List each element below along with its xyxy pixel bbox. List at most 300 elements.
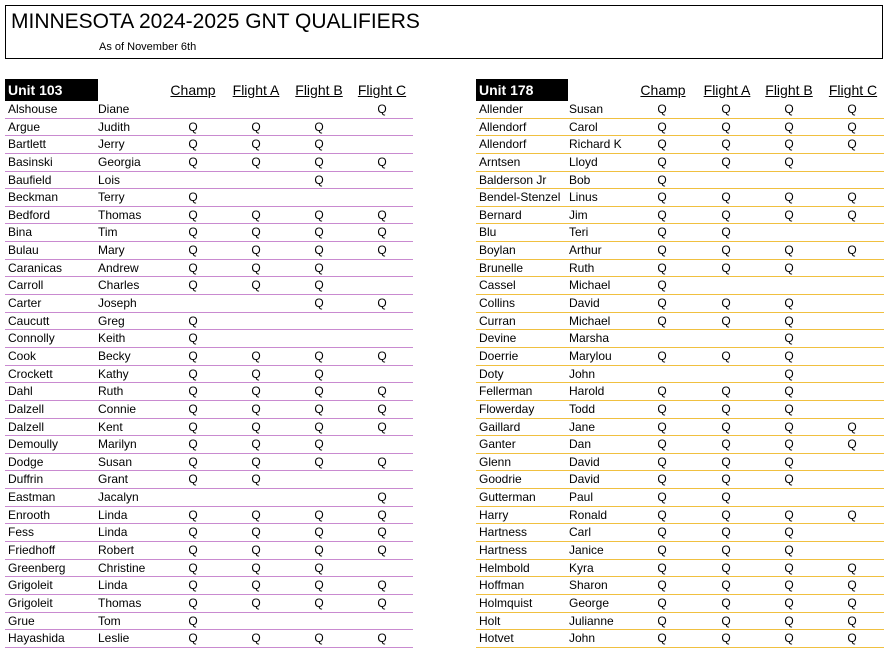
table-row [476,295,884,313]
flight-b-mark: Q [314,225,324,240]
champ-mark: Q [188,384,198,399]
last-name: Bina [8,225,33,240]
table-row [5,560,413,578]
table-row [476,595,884,613]
flight-c-mark: Q [377,578,387,593]
flight-b-mark: Q [784,507,794,522]
first-name: Lloyd [569,154,598,169]
flight-b-mark: Q [314,243,324,258]
flight-a-mark: Q [251,243,261,258]
table-row [5,101,413,119]
flight-b-mark: Q [784,454,794,469]
flight-a-mark: Q [721,384,731,399]
flight-c-mark: Q [847,613,857,628]
first-name: George [569,595,610,610]
first-name: Ruth [98,384,124,399]
flight-a-mark: Q [721,225,731,240]
last-name: Basinski [8,154,53,169]
first-name: Grant [98,472,129,487]
first-name: Teri [569,225,589,240]
flight-c-mark: Q [377,207,387,222]
table-row [476,172,884,190]
table-row [5,366,413,384]
first-name: David [569,454,600,469]
first-name: Greg [98,313,125,328]
flight-a-mark: Q [721,102,731,116]
flight-a-mark: Q [721,525,731,540]
flight-b-mark: Q [314,172,324,187]
flight-a-mark: Q [721,578,731,593]
table-row [476,154,884,172]
flight-c-mark: Q [377,154,387,169]
champ-mark: Q [188,119,198,134]
title-box [5,5,883,59]
unit-rows [476,101,884,648]
last-name: Fellerman [479,384,533,399]
first-name: Thomas [98,595,142,610]
flight-a-mark: Q [251,525,261,540]
table-row [476,119,884,137]
flight-a-mark: Q [721,472,731,487]
flight-b-mark: Q [784,437,794,452]
flight-c-mark: Q [847,102,857,116]
flight-c-mark: Q [377,507,387,522]
first-name: Susan [569,102,604,116]
flight-a-mark: Q [251,348,261,363]
flight-b-mark: Q [314,419,324,434]
table-row [5,136,413,154]
last-name: Arntsen [479,154,521,169]
first-name: Tom [98,613,121,628]
first-name: Marsha [569,331,610,346]
champ-mark: Q [657,243,667,258]
flight-c-mark: Q [847,578,857,593]
flight-b-mark: Q [784,631,794,646]
flight-b-mark: Q [784,119,794,134]
flight-b-mark: Q [314,348,324,363]
flight-a-mark: Q [721,296,731,311]
flight-a-mark: Q [251,578,261,593]
flight-b-mark: Q [784,525,794,540]
last-name: Dahl [8,384,33,399]
flight-c-mark: Q [377,525,387,540]
flight-b-mark: Q [314,507,324,522]
unit-103-table [5,79,413,648]
champ-mark: Q [188,243,198,258]
first-name: Kyra [569,560,594,575]
table-row [5,595,413,613]
table-row [476,454,884,472]
flight-c-mark: Q [377,225,387,240]
flight-b-mark: Q [784,260,794,275]
flight-c-mark: Q [847,507,857,522]
flight-b-mark: Q [784,543,794,558]
champ-mark: Q [657,102,667,116]
table-row [5,224,413,242]
champ-mark: Q [188,260,198,275]
flight-b-mark: Q [314,543,324,558]
champ-mark: Q [657,507,667,522]
flight-b-mark: Q [314,454,324,469]
flight-c-mark: Q [847,119,857,134]
champ-mark: Q [188,225,198,240]
table-row [5,454,413,472]
flight-a-mark: Q [721,119,731,134]
first-name: David [569,472,600,487]
flight-a-mark: Q [251,225,261,240]
table-row [476,542,884,560]
flight-b-mark: Q [314,154,324,169]
table-row [476,524,884,542]
champ-mark: Q [657,137,667,152]
table-row [476,366,884,384]
last-name: Greenberg [8,560,66,575]
table-row [476,277,884,295]
table-row [5,242,413,260]
flight-b-mark: Q [784,348,794,363]
table-row [5,277,413,295]
first-name: Michael [569,278,611,293]
unit-178-table [476,79,884,648]
flight-c-mark: Q [377,384,387,399]
col-header-flight-b: Flight B [765,82,813,98]
table-row [476,207,884,225]
flight-a-mark: Q [721,490,731,505]
first-name: Ruth [569,260,595,275]
last-name: Hotvet [479,631,514,646]
champ-mark: Q [188,401,198,416]
flight-b-mark: Q [784,366,794,381]
champ-mark: Q [188,207,198,222]
first-name: Diane [98,102,130,116]
flight-c-mark: Q [377,401,387,416]
first-name: Thomas [98,207,142,222]
last-name: Dalzell [8,419,45,434]
last-name: Hayashida [8,631,65,646]
last-name: Hoffman [479,578,525,593]
last-name: Bernard [479,207,522,222]
first-name: Bob [569,172,591,187]
flight-b-mark: Q [784,560,794,575]
table-row [476,436,884,454]
first-name: Lois [98,172,121,187]
last-name: Collins [479,296,516,311]
champ-mark: Q [657,490,667,505]
flight-a-mark: Q [721,401,731,416]
flight-b-mark: Q [314,119,324,134]
flight-b-mark: Q [314,384,324,399]
first-name: Carl [569,525,592,540]
champ-mark: Q [657,437,667,452]
flight-c-mark: Q [847,631,857,646]
flight-b-mark: Q [314,437,324,452]
last-name: Doerrie [479,348,519,363]
table-row [5,313,413,331]
flight-a-mark: Q [251,437,261,452]
champ-mark: Q [657,225,667,240]
col-header-flight-c: Flight C [828,82,878,98]
first-name: Paul [569,490,594,505]
champ-mark: Q [657,543,667,558]
last-name: Cook [8,348,37,363]
flight-b-mark: Q [314,137,324,152]
champ-mark: Q [657,525,667,540]
page-subtitle: As of November 6th [99,41,197,53]
flight-b-mark: Q [784,613,794,628]
champ-mark: Q [188,137,198,152]
table-row [5,471,413,489]
champ-mark: Q [657,172,667,187]
last-name: Caranicas [8,260,63,275]
table-row [476,560,884,578]
first-name: Mary [98,243,125,258]
flight-b-mark: Q [784,419,794,434]
flight-a-mark: Q [721,207,731,222]
champ-mark: Q [657,613,667,628]
unit-header-row [5,79,413,101]
first-name: Connie [98,401,137,416]
table-row [476,136,884,154]
flight-b-mark: Q [784,102,794,116]
flight-b-mark: Q [314,631,324,646]
last-name: Crockett [8,366,53,381]
first-name: Carol [569,119,598,134]
table-row [5,630,413,648]
flight-b-mark: Q [784,207,794,222]
table-row [476,507,884,525]
last-name: Connolly [8,331,55,346]
last-name: Allendorf [479,119,527,134]
flight-a-mark: Q [721,560,731,575]
champ-mark: Q [657,207,667,222]
last-name: Grue [8,613,35,628]
last-name: Ganter [479,437,516,452]
table-row [5,507,413,525]
flight-b-mark: Q [314,278,324,293]
last-name: Grigoleit [8,595,53,610]
flight-a-mark: Q [721,313,731,328]
first-name: Linda [98,507,128,522]
flight-b-mark: Q [314,401,324,416]
table-row [476,613,884,631]
champ-mark: Q [188,631,198,646]
last-name: Fess [8,525,35,540]
first-name: Janice [569,543,604,558]
flight-c-mark: Q [377,595,387,610]
champ-mark: Q [188,348,198,363]
flight-c-mark: Q [847,437,857,452]
flight-a-mark: Q [721,243,731,258]
flight-a-mark: Q [251,384,261,399]
table-row [5,419,413,437]
col-header-flight-a: Flight A [703,82,751,98]
first-name: Linda [98,525,128,540]
last-name: Grigoleit [8,578,53,593]
last-name: Bendel-Stenzel [479,190,561,205]
table-row [5,542,413,560]
flight-b-mark: Q [784,384,794,399]
first-name: Kathy [98,366,129,381]
table-row [5,119,413,137]
flight-a-mark: Q [721,507,731,522]
first-name: Andrew [98,260,139,275]
first-name: Jacalyn [98,490,139,505]
flight-a-mark: Q [721,613,731,628]
champ-mark: Q [657,260,667,275]
last-name: Bartlett [8,137,47,152]
flight-a-mark: Q [251,137,261,152]
champ-mark: Q [657,154,667,169]
champ-mark: Q [188,560,198,575]
last-name: Bulau [8,243,39,258]
champ-mark: Q [188,595,198,610]
table-row [5,154,413,172]
last-name: Boylan [479,243,516,258]
last-name: Gaillard [479,419,521,434]
flight-b-mark: Q [784,296,794,311]
flight-a-mark: Q [251,472,261,487]
champ-mark: Q [657,419,667,434]
last-name: Curran [479,313,516,328]
flight-b-mark: Q [784,137,794,152]
flight-c-mark: Q [847,207,857,222]
table-row [5,189,413,207]
champ-mark: Q [657,454,667,469]
last-name: Beckman [8,190,59,205]
table-row [476,224,884,242]
flight-b-mark: Q [784,472,794,487]
flight-a-mark: Q [721,631,731,646]
champ-mark: Q [657,278,667,293]
flight-b-mark: Q [314,560,324,575]
col-header-flight-c: Flight C [357,82,407,98]
last-name: Devine [479,331,517,346]
flight-a-mark: Q [251,278,261,293]
flight-a-mark: Q [721,137,731,152]
flight-c-mark: Q [377,631,387,646]
flight-b-mark: Q [784,190,794,205]
champ-mark: Q [188,613,198,628]
first-name: Jim [569,207,588,222]
col-header-champ: Champ [640,82,686,98]
flight-b-mark: Q [784,595,794,610]
first-name: Ronald [569,507,608,522]
flight-b-mark: Q [314,525,324,540]
last-name: Cassel [479,278,516,293]
champ-mark: Q [188,366,198,381]
champ-mark: Q [188,525,198,540]
table-row [5,295,413,313]
last-name: Doty [479,366,504,381]
last-name: Dodge [8,454,44,469]
flight-a-mark: Q [251,260,261,275]
table-row [5,383,413,401]
champ-mark: Q [188,472,198,487]
first-name: Michael [569,313,611,328]
champ-mark: Q [657,578,667,593]
unit-label: Unit 178 [476,79,568,101]
flight-a-mark: Q [721,260,731,275]
flight-c-mark: Q [847,560,857,575]
table-row [476,348,884,366]
table-row [476,630,884,648]
champ-mark: Q [188,331,198,346]
champ-mark: Q [657,190,667,205]
flight-a-mark: Q [721,154,731,169]
last-name: Alshouse [8,102,58,116]
first-name: Todd [569,401,596,416]
table-row [5,172,413,190]
col-header-champ: Champ [170,82,216,98]
table-row [476,330,884,348]
first-name: Georgia [98,154,141,169]
last-name: Eastman [8,490,56,505]
last-name: Allendorf [479,137,527,152]
table-row [476,101,884,119]
flight-b-mark: Q [784,243,794,258]
first-name: Kent [98,419,123,434]
champ-mark: Q [657,472,667,487]
flight-a-mark: Q [721,190,731,205]
table-row [5,401,413,419]
first-name: Becky [98,348,131,363]
table-row [476,383,884,401]
champ-mark: Q [657,313,667,328]
flight-c-mark: Q [847,595,857,610]
flight-a-mark: Q [251,419,261,434]
first-name: Marylou [569,348,612,363]
last-name: Enrooth [8,507,51,522]
last-name: Gutterman [479,490,536,505]
table-row [476,419,884,437]
flight-a-mark: Q [721,419,731,434]
champ-mark: Q [188,454,198,469]
flight-c-mark: Q [377,419,387,434]
first-name: Susan [98,454,133,469]
champ-mark: Q [657,401,667,416]
table-row [5,613,413,631]
first-name: Keith [98,331,126,346]
champ-mark: Q [188,578,198,593]
first-name: John [569,631,596,646]
col-header-flight-b: Flight B [295,82,343,98]
first-name: John [569,366,596,381]
first-name: Terry [98,190,125,205]
last-name: Demoully [8,437,59,452]
last-name: Glenn [479,454,512,469]
flight-b-mark: Q [784,401,794,416]
last-name: Helmbold [479,560,530,575]
flight-c-mark: Q [847,190,857,205]
flight-c-mark: Q [377,348,387,363]
table-row [476,471,884,489]
first-name: Julianne [569,613,614,628]
flight-b-mark: Q [784,578,794,593]
table-row [5,577,413,595]
table-row [476,577,884,595]
flight-a-mark: Q [721,595,731,610]
flight-a-mark: Q [251,631,261,646]
flight-a-mark: Q [721,437,731,452]
flight-c-mark: Q [847,419,857,434]
table-row [5,207,413,225]
flight-c-mark: Q [847,137,857,152]
flight-b-mark: Q [314,207,324,222]
flight-c-mark: Q [847,243,857,258]
champ-mark: Q [657,595,667,610]
first-name: Judith [98,119,131,134]
flight-a-mark: Q [721,348,731,363]
